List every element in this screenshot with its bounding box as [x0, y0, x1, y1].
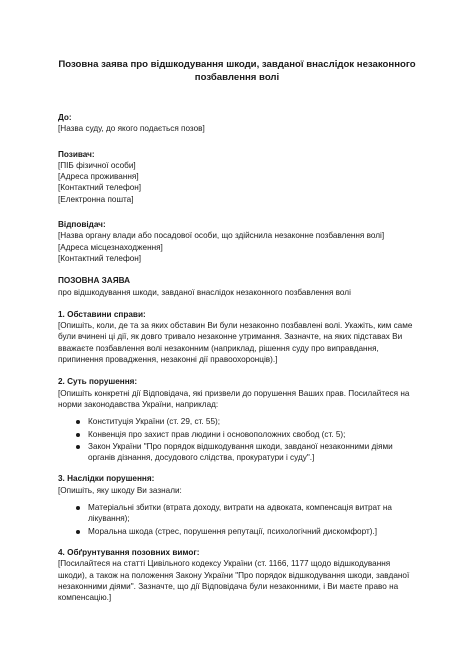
section-heading: 1. Обставини справи:	[58, 309, 146, 319]
section-text: [Посилайтеся на статті Цивільного кодексу України (ст. 1166, 1177 щодо відшкодування шкоди), а також на положення Закону України "Про порядок відшкодування шкоди, завданої незаконними діями". Зазначте, що дії Відповідача були незаконними, і Ви маєте право на компенсацію.]	[58, 559, 410, 603]
section-heading: 4. Обґрунтування позовних вимог:	[58, 547, 200, 557]
list-item: Конвенція про захист прав людини і основоположних свобод (ст. 5);	[88, 429, 416, 440]
list-item: Закон України "Про порядок відшкодування шкоди, завданої незаконними діями органів дізнання, досудового слідства, прокуратури і суду".]	[88, 441, 416, 464]
bullet-list	[58, 502, 416, 537]
section-text: [Опишіть конкретні дії Відповідача, які призвели до порушення Ваших прав. Посилайтеся на норми законодавства України, наприклад:	[58, 388, 410, 409]
list-item: Моральна шкода (стрес, порушення репутації, психологічний дискомфорт).]	[88, 526, 416, 537]
section-text: [Опишіть, яку шкоду Ви зазнали:	[58, 485, 182, 495]
claim-heading: ПОЗОВНА ЗАЯВА	[58, 276, 130, 286]
section-circumstances	[58, 309, 416, 365]
document-title: Позовна заява про відшкодування шкоди, завданої внаслідок незаконного позбавлення волі	[58, 59, 416, 83]
plaintiff-block	[58, 149, 416, 205]
defendant-phone: [Контактний телефон]	[58, 253, 142, 263]
defendant-address: [Адреса місцезнаходження]	[58, 242, 163, 252]
claim-block	[58, 275, 416, 298]
section-violation	[58, 376, 416, 463]
plaintiff-heading: Позивач:	[58, 149, 95, 159]
plaintiff-email: [Електронна пошта]	[58, 194, 134, 204]
section-heading: 2. Суть порушення:	[58, 377, 138, 387]
section-consequences	[58, 473, 416, 536]
bullet-list	[58, 416, 416, 463]
list-item: Конституція України (ст. 29, ст. 55);	[88, 416, 416, 427]
plaintiff-phone: [Контактний телефон]	[58, 183, 142, 193]
section-justification	[58, 547, 416, 603]
defendant-block	[58, 219, 416, 264]
list-item: Матеріальні збитки (втрата доходу, витрати на адвоката, компенсація витрат на лікування);	[88, 502, 416, 525]
defendant-name: [Назва органу влади або посадової особи, що здійснила незаконне позбавлення волі]	[58, 231, 385, 241]
claim-subtitle: про відшкодування шкоди, завданої внаслідок незаконного позбавлення волі	[58, 287, 351, 297]
to-block	[58, 112, 416, 135]
section-text: [Опишіть, коли, де та за яких обставин Ви були незаконно позбавлені волі. Укажіть, ким саме були вчинені ці дії, як довго тривало незаконне утримання. Зазначте, на яких підставах Ви вважаєте позбавлення волі незаконним (наприклад, рішення суду про виправдання, припинення провадження, незаконні дії правоохоронців).]	[58, 321, 413, 365]
plaintiff-name: [ПІБ фізичної особи]	[58, 160, 136, 170]
plaintiff-address: [Адреса проживання]	[58, 172, 139, 182]
to-heading: До:	[58, 113, 72, 122]
section-heading: 3. Наслідки порушення:	[58, 474, 155, 484]
to-court-name: [Назва суду, до якого подається позов]	[58, 124, 205, 134]
defendant-heading: Відповідач:	[58, 220, 106, 230]
